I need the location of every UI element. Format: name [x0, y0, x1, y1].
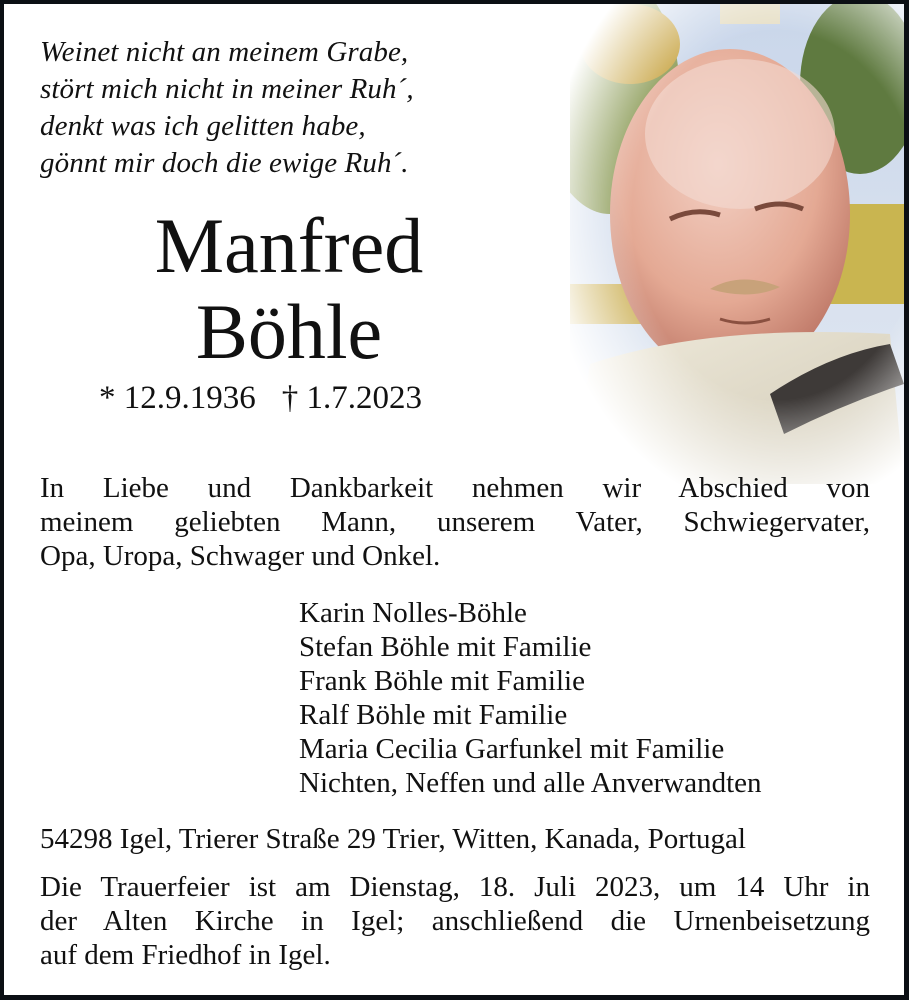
poem: [40, 34, 414, 182]
portrait-photo: [570, 4, 904, 484]
death-date: 1.7.2023: [306, 380, 422, 416]
mourners-list: [299, 596, 762, 800]
obituary-notice: [4, 4, 904, 995]
deceased-last-name: Böhle: [195, 288, 383, 375]
address-line: 54298 Igel, Trierer Straße 29 Trier, Witten, Kanada, Portugal: [40, 823, 746, 855]
life-dates: [99, 378, 422, 418]
ceremony-line: auf dem Friedhof in Igel.: [40, 939, 331, 971]
mourner: Ralf Böhle mit Familie: [299, 699, 568, 731]
poem-line: gönnt mir doch die ewige Ruh´.: [40, 147, 409, 179]
ceremony-line: der Alten Kirche in Igel; anschließend die Urnenbeisetzung: [40, 905, 870, 937]
birth-star-icon: *: [99, 380, 116, 416]
death-cross-icon: †: [281, 380, 299, 416]
ceremony-info: [40, 870, 870, 972]
mourner: Stefan Böhle mit Familie: [299, 631, 592, 663]
mourner: Karin Nolles-Böhle: [299, 597, 527, 629]
mourner: Nichten, Neffen und alle Anverwandten: [299, 767, 762, 799]
portrait-icon: [570, 4, 904, 484]
farewell-line: Opa, Uropa, Schwager und Onkel.: [40, 540, 441, 572]
mourner: Maria Cecilia Garfunkel mit Familie: [299, 733, 725, 765]
poem-line: Weinet nicht an meinem Grabe,: [40, 36, 409, 68]
farewell-text: [40, 471, 870, 573]
poem-line: stört mich nicht in meiner Ruh´,: [40, 73, 414, 105]
farewell-line: meinem geliebten Mann, unserem Vater, Schwiegervater,: [40, 506, 870, 538]
deceased-first-name: Manfred: [154, 202, 424, 289]
mourner: Frank Böhle mit Familie: [299, 665, 585, 697]
birth-date: 12.9.1936: [123, 380, 256, 416]
poem-line: denkt was ich gelitten habe,: [40, 110, 366, 142]
ceremony-line: Die Trauerfeier ist am Dienstag, 18. Juli 2023, um 14 Uhr in: [40, 871, 870, 903]
farewell-line: In Liebe und Dankbarkeit nehmen wir Abschied von: [40, 472, 870, 504]
